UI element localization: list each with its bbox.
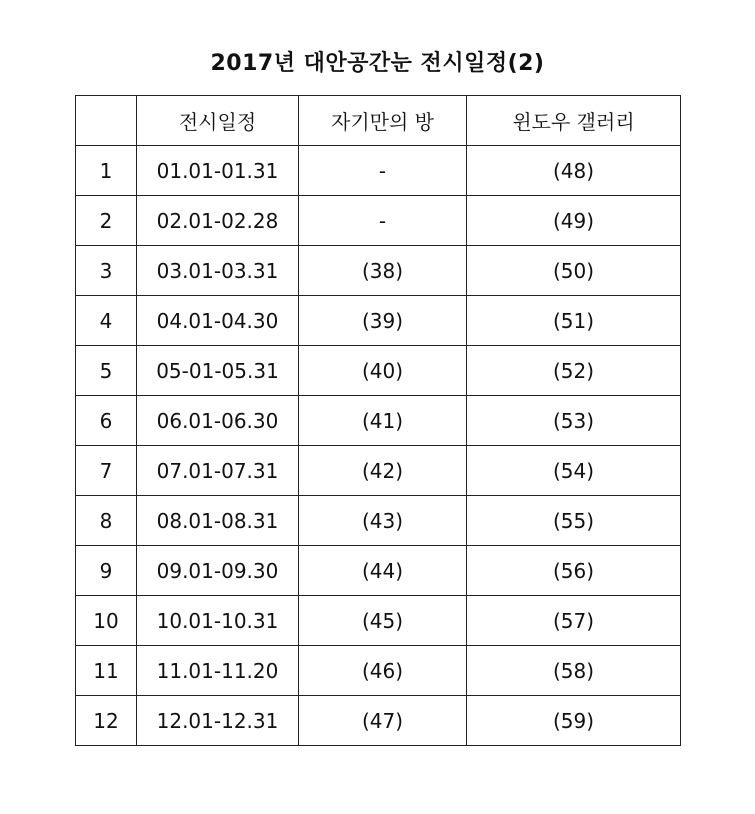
row-index: 10 — [76, 596, 137, 646]
row-room-of-ones-own: (46) — [299, 646, 467, 696]
table-row — [76, 546, 681, 596]
row-schedule: 01.01-01.31 — [137, 146, 299, 196]
table-row — [76, 196, 681, 246]
row-schedule: 10.01-10.31 — [137, 596, 299, 646]
row-index: 3 — [76, 246, 137, 296]
row-index: 6 — [76, 396, 137, 446]
table-row — [76, 246, 681, 296]
table-row — [76, 396, 681, 446]
header-cell-room-of-ones-own: 자기만의 방 — [299, 96, 467, 146]
row-room-of-ones-own: (38) — [299, 246, 467, 296]
table-row — [76, 596, 681, 646]
row-index: 9 — [76, 546, 137, 596]
row-index: 4 — [76, 296, 137, 346]
table-row — [76, 646, 681, 696]
row-window-gallery: (50) — [467, 246, 681, 296]
table-row — [76, 146, 681, 196]
table-row — [76, 496, 681, 546]
row-window-gallery: (55) — [467, 496, 681, 546]
row-index: 7 — [76, 446, 137, 496]
table-row — [76, 346, 681, 396]
document-title: 2017년 대안공간눈 전시일정(2) — [210, 51, 545, 76]
row-room-of-ones-own: (41) — [299, 396, 467, 446]
row-window-gallery: (59) — [467, 696, 681, 746]
table-header-row — [76, 96, 681, 146]
row-schedule: 05-01-05.31 — [137, 346, 299, 396]
row-index: 2 — [76, 196, 137, 246]
table-row — [76, 296, 681, 346]
row-schedule: 03.01-03.31 — [137, 246, 299, 296]
row-schedule: 02.01-02.28 — [137, 196, 299, 246]
row-index: 12 — [76, 696, 137, 746]
row-room-of-ones-own: - — [299, 146, 467, 196]
row-window-gallery: (56) — [467, 546, 681, 596]
table-body — [76, 146, 681, 746]
row-schedule: 09.01-09.30 — [137, 546, 299, 596]
row-window-gallery: (57) — [467, 596, 681, 646]
header-cell-index — [76, 96, 137, 146]
row-room-of-ones-own: (45) — [299, 596, 467, 646]
row-schedule: 06.01-06.30 — [137, 396, 299, 446]
table-row — [76, 446, 681, 496]
row-index: 5 — [76, 346, 137, 396]
row-schedule: 04.01-04.30 — [137, 296, 299, 346]
row-index: 8 — [76, 496, 137, 546]
row-room-of-ones-own: (40) — [299, 346, 467, 396]
header-cell-schedule: 전시일정 — [137, 96, 299, 146]
row-window-gallery: (51) — [467, 296, 681, 346]
header-cell-window-gallery: 윈도우 갤러리 — [467, 96, 681, 146]
table-row — [76, 696, 681, 746]
row-index: 1 — [76, 146, 137, 196]
row-room-of-ones-own: (39) — [299, 296, 467, 346]
row-window-gallery: (53) — [467, 396, 681, 446]
row-room-of-ones-own: - — [299, 196, 467, 246]
row-room-of-ones-own: (43) — [299, 496, 467, 546]
row-window-gallery: (52) — [467, 346, 681, 396]
row-window-gallery: (54) — [467, 446, 681, 496]
exhibition-schedule-table — [75, 95, 681, 746]
row-window-gallery: (49) — [467, 196, 681, 246]
row-window-gallery: (58) — [467, 646, 681, 696]
row-schedule: 11.01-11.20 — [137, 646, 299, 696]
row-schedule: 12.01-12.31 — [137, 696, 299, 746]
row-window-gallery: (48) — [467, 146, 681, 196]
row-schedule: 07.01-07.31 — [137, 446, 299, 496]
row-schedule: 08.01-08.31 — [137, 496, 299, 546]
row-index: 11 — [76, 646, 137, 696]
row-room-of-ones-own: (42) — [299, 446, 467, 496]
row-room-of-ones-own: (47) — [299, 696, 467, 746]
row-room-of-ones-own: (44) — [299, 546, 467, 596]
